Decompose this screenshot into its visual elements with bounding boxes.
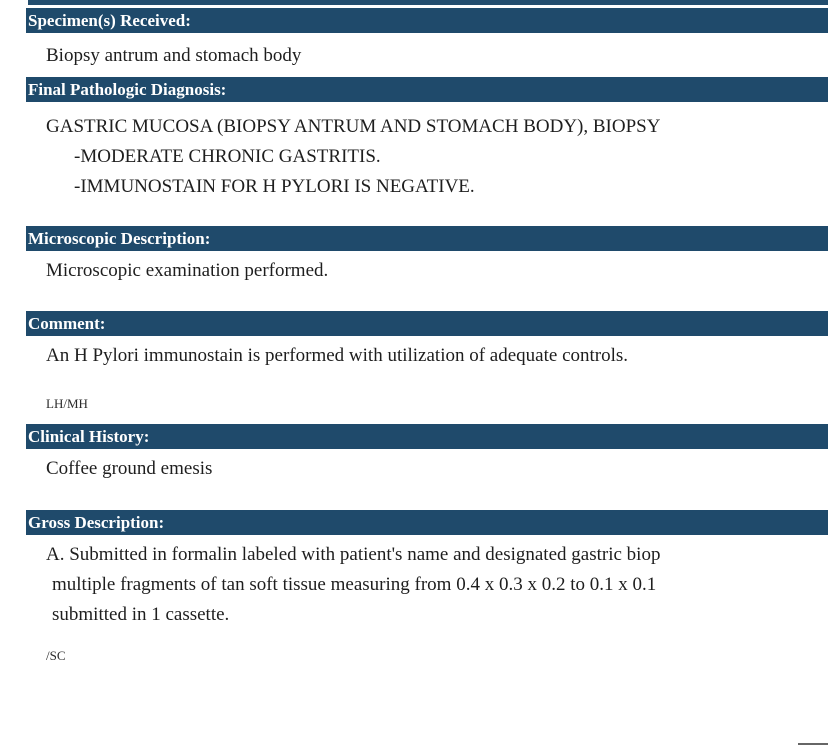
- comment-initials: LH/MH: [46, 396, 88, 411]
- gross-line-3: submitted in 1 cassette.: [52, 604, 230, 625]
- gross-line-1: A. Submitted in formalin labeled with patient's name and designated gastric biop: [46, 544, 661, 565]
- gross-header: Gross Description:: [26, 510, 828, 535]
- comment-text: An H Pylori immunostain is performed with utilization of adequate controls.: [46, 345, 629, 366]
- page-divider: [798, 743, 828, 745]
- microscopic-text: Microscopic examination performed.: [46, 260, 329, 281]
- clinical-history-text: Coffee ground emesis: [46, 458, 213, 479]
- diagnosis-header: Final Pathologic Diagnosis:: [26, 77, 828, 102]
- microscopic-header: Microscopic Description:: [26, 226, 828, 251]
- clinical-history-header: Clinical History:: [26, 424, 828, 449]
- diagnosis-line-2: -MODERATE CHRONIC GASTRITIS.: [74, 146, 381, 167]
- comment-header: Comment:: [26, 311, 828, 336]
- diagnosis-line-3: -IMMUNOSTAIN FOR H PYLORI IS NEGATIVE.: [74, 176, 475, 197]
- previous-section-bar: [28, 0, 828, 5]
- specimen-header: Specimen(s) Received:: [26, 8, 828, 33]
- specimen-text: Biopsy antrum and stomach body: [46, 45, 302, 66]
- gross-line-2: multiple fragments of tan soft tissue measuring from 0.4 x 0.3 x 0.2 to 0.1 x 0.1: [52, 574, 657, 595]
- diagnosis-line-1: GASTRIC MUCOSA (BIOPSY ANTRUM AND STOMACH BODY), BIOPSY: [46, 116, 661, 137]
- gross-initials: /SC: [46, 648, 66, 663]
